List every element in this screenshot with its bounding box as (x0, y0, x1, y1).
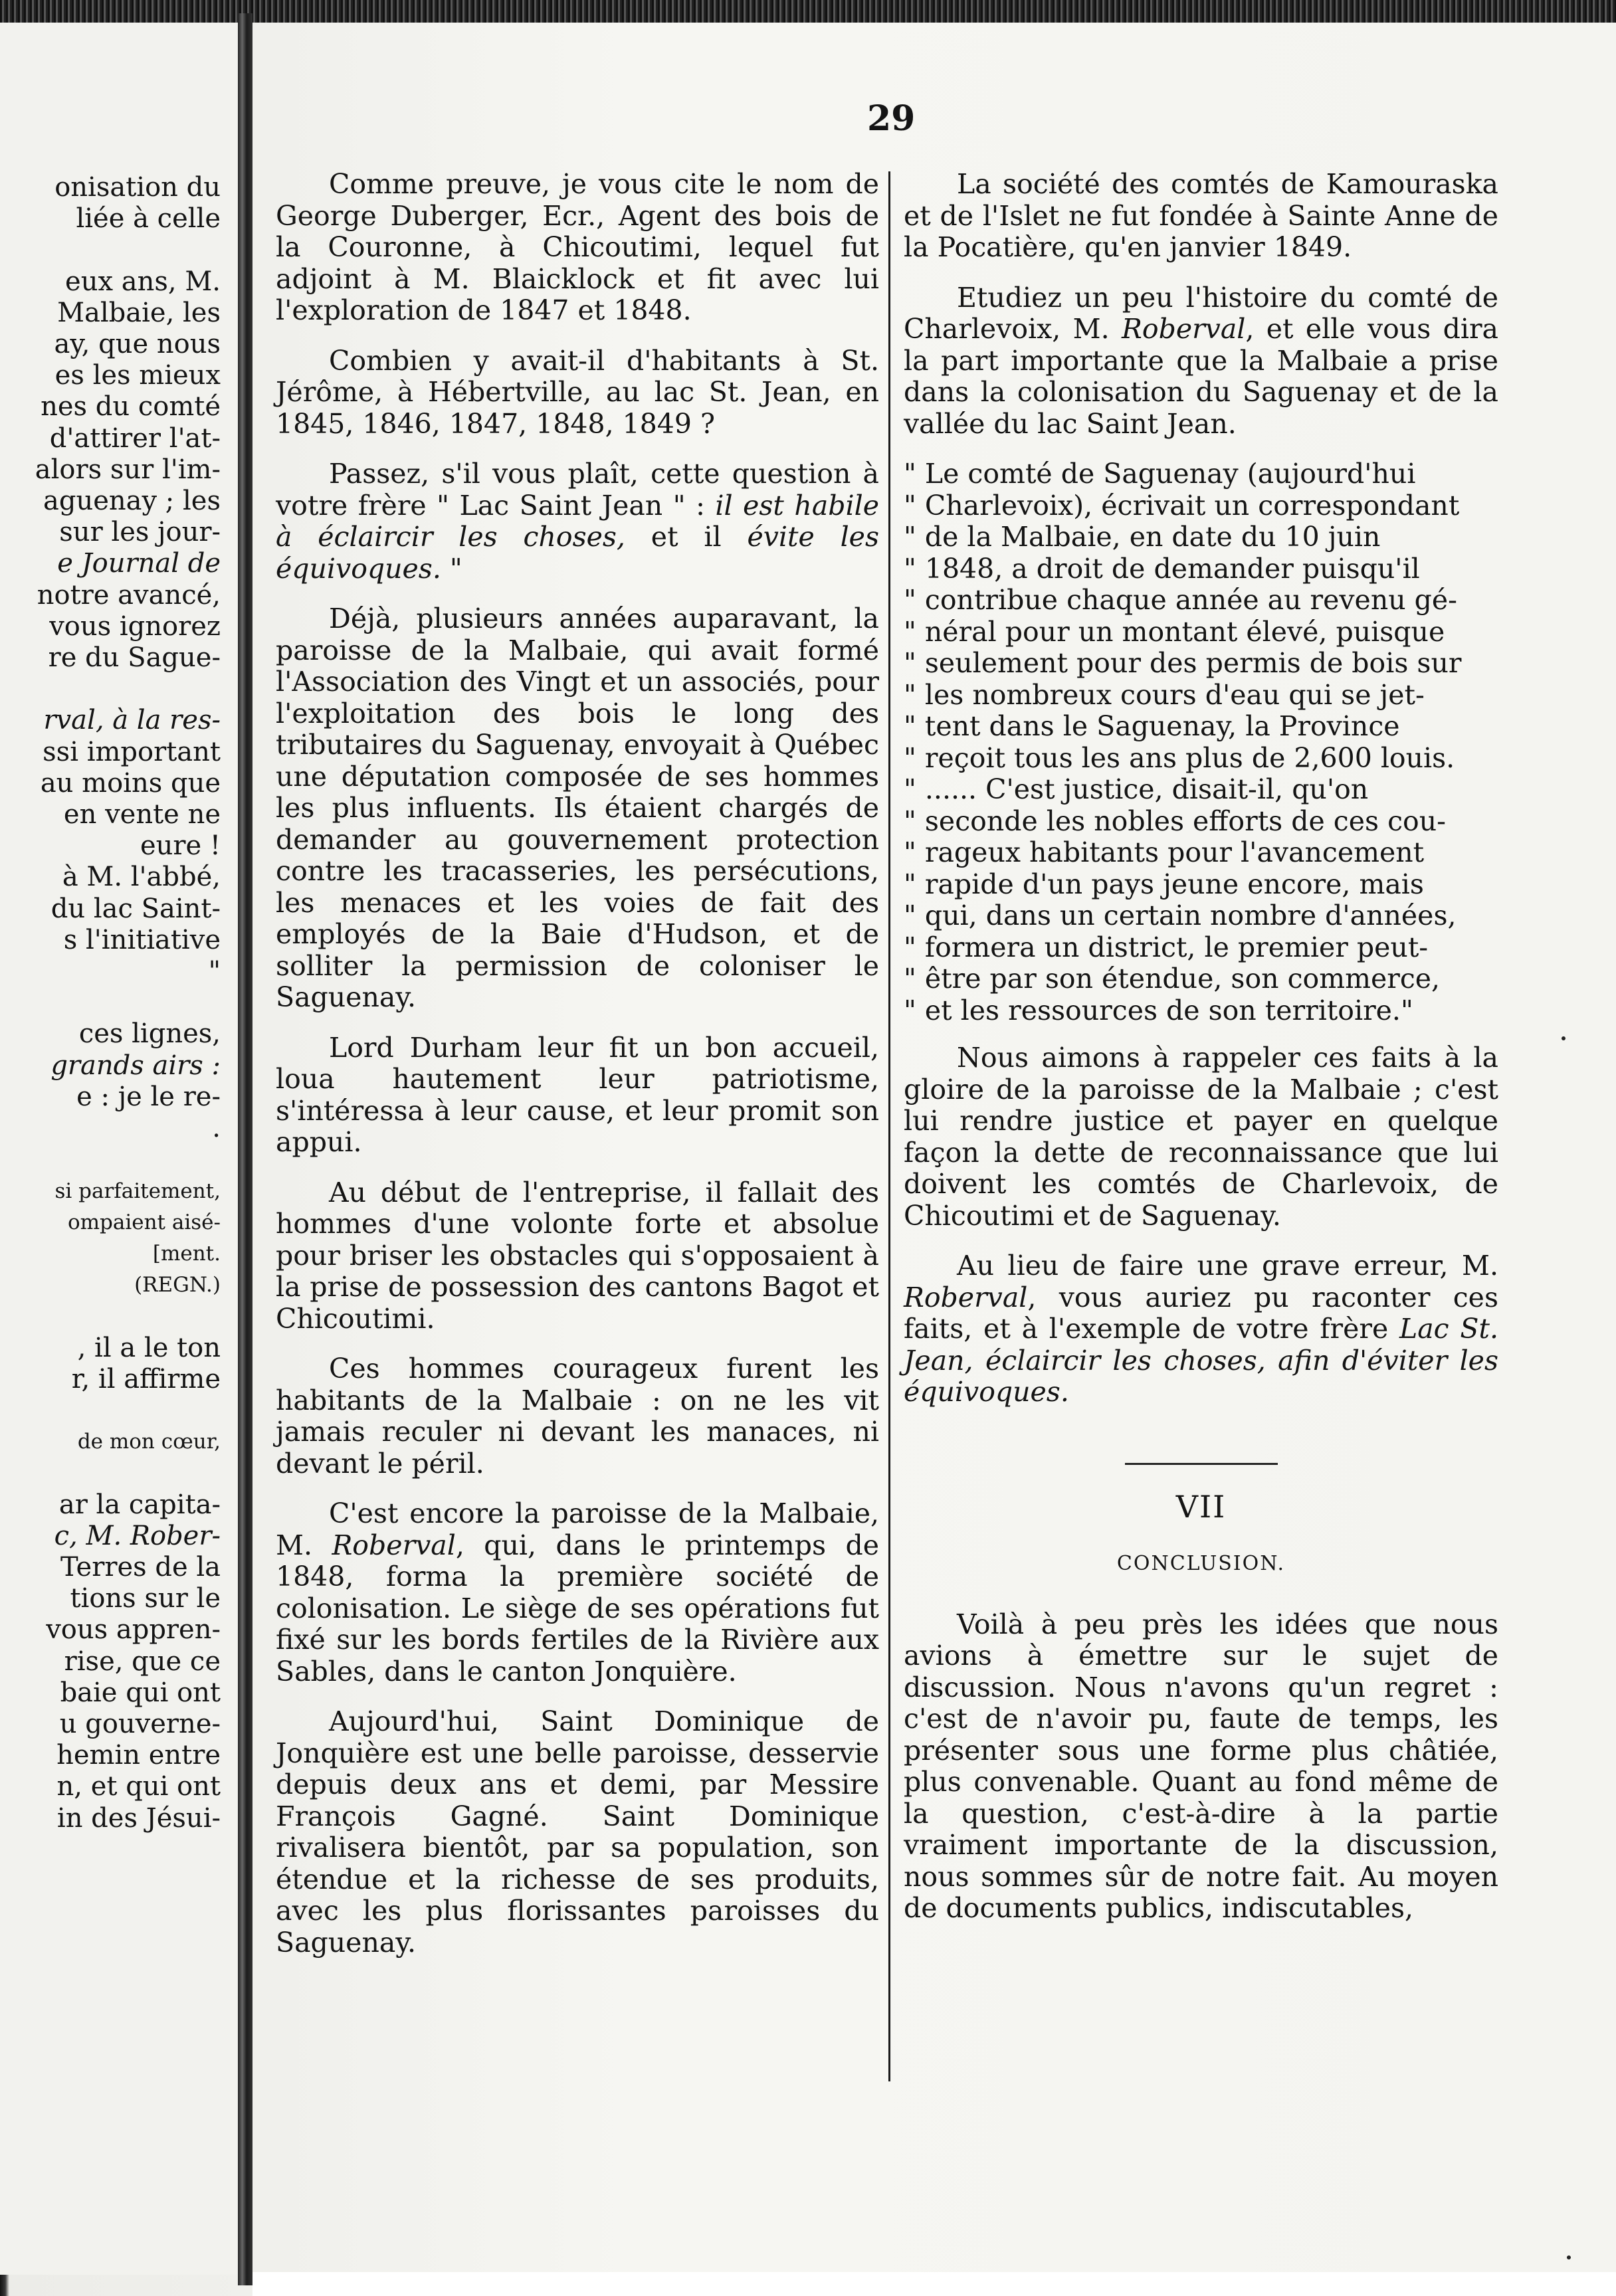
text-run: Passez, s'il vous plaît, cette question à votre frère " Lac Saint Jean " : (276, 458, 879, 522)
facing-page-line: hemin entre (56, 1740, 221, 1771)
quote-line: " reçoit tous les ans plus de 2,600 louis. (904, 741, 1455, 774)
facing-page-line: e : je le re- (76, 1081, 221, 1112)
facing-page-line: Terres de la (60, 1551, 221, 1582)
paragraph: Nous aimons à rappeler ces faits à la gloire de la paroisse de la Malbaie ; c'est lui rendre justice et payer en quelque façon la dette de reconnaissance que lui doivent les comtés de Charlevoix, de Chicoutimi et de Saguenay. (904, 1042, 1498, 1232)
facing-page-line: (REGN.) (134, 1273, 221, 1297)
facing-page-line: ssi important (43, 736, 221, 767)
facing-page-line: liée à celle (76, 203, 221, 235)
quote-line: " les nombreux cours d'eau qui se jet- (904, 678, 1425, 711)
facing-page-line: ar la capita- (58, 1489, 221, 1520)
facing-page-line (0, 1395, 221, 1426)
italic-run: Roberval (332, 1529, 456, 1561)
facing-page-line: es les mieux (54, 360, 221, 391)
facing-page-line (0, 987, 221, 1018)
facing-page-line: ces lignes, (78, 1018, 221, 1050)
paragraph: Ces hommes courageux furent les habitants de la Malbaie : on ne les vit jamais reculer ni devant les manaces, ni devant le péril. (276, 1353, 879, 1480)
paragraph (904, 1250, 1498, 1408)
quote-line: " de la Malbaie, en date du 10 juin (904, 521, 1381, 553)
facing-page-line: en vente ne (63, 799, 221, 830)
page-number: 29 (867, 98, 916, 139)
facing-page-line: n, et qui ont (56, 1771, 221, 1802)
facing-page-line: vous ignorez (49, 611, 221, 642)
text-run: et il (625, 521, 748, 553)
quote-line: " Charlevoix), écrivait un correspondant (904, 489, 1460, 522)
facing-page-line: e Journal de (57, 548, 221, 579)
facing-page-line: notre avancé, (37, 579, 221, 611)
facing-page-line: c, M. Rober- (54, 1520, 221, 1551)
facing-page-line: [ment. (152, 1241, 221, 1266)
facing-page-line: re du Sague- (48, 642, 221, 674)
facing-page-text (0, 172, 221, 1834)
quote-line: " néral pour un montant élevé, puisque (904, 615, 1445, 648)
facing-page-line: au moins que (40, 767, 221, 799)
quote-line: " rapide d'un pays jeune encore, mais (904, 868, 1424, 900)
paragraph: La société des comtés de Kamouraska et de l'Islet ne fut fondée à Sainte Anne de la Pocatière, qu'en janvier 1849. (904, 168, 1498, 263)
italic-run: Lac St. Jean, éclaircir les choses, afin d'éviter les équivoques. (904, 1313, 1498, 1408)
facing-page-line: à M. l'abbé, (62, 862, 221, 893)
quote-line: " formera un district, le premier peut- (904, 931, 1429, 963)
quote-line: " seulement pour des permis de bois sur (904, 647, 1462, 679)
facing-page-line: de mon cœur, (77, 1430, 221, 1454)
text-column-right (904, 169, 1498, 1943)
facing-page-line: s l'initiative (63, 924, 221, 955)
facing-page-line: grands airs : (50, 1050, 221, 1081)
quoted-letter (904, 458, 1498, 1026)
italic-run: évite les équivoques. (276, 521, 879, 585)
facing-page-line (0, 1301, 221, 1332)
paragraph: Voilà à peu près les idées que nous avions à émettre sur le sujet de discussion. Nous n'avons qu'un regret : c'est de n'avoir pu, faute de temps, les présenter sous une forme plus châtiée, plus convenable. Quant au fond même de la question, c'est-à-dire à la partie vraiment importante de la discussion, nous sommes sûr de notre fait. Au moyen de documents publics, indiscutables, (904, 1608, 1498, 1924)
italic-run: Roberval (904, 1281, 1028, 1313)
facing-page-line: du lac Saint- (50, 893, 221, 924)
quote-line: " être par son étendue, son commerce, (904, 963, 1441, 995)
quote-line: " Le comté de Saguenay (aujourd'hui (904, 458, 1416, 490)
text-run: Au lieu de faire une grave erreur, M. (957, 1250, 1498, 1282)
facing-page-line: rval, à la res- (43, 705, 221, 736)
book-gutter (238, 13, 252, 2285)
facing-page-line: onisation du (54, 172, 221, 203)
paragraph (276, 1498, 879, 1687)
paragraph: Au début de l'entreprise, il fallait des hommes d'une volonte forte et absolue pour briser les obstacles qui s'opposaient à la prise de possession des cantons Bagot et Chicoutimi. (276, 1176, 879, 1335)
facing-page-line: eux ans, M. (65, 266, 221, 297)
text-run: , vous auriez pu raconter ces faits, et à l'exemple de votre frère (904, 1281, 1498, 1345)
quote-line: " et les ressources de son territoire." (904, 994, 1413, 1026)
scan-bottom-edge (252, 2272, 1616, 2296)
quote-line: " contribue chaque année au revenu gé- (904, 584, 1458, 616)
facing-page-line (0, 1458, 221, 1489)
paragraph: Comme preuve, je vous cite le nom de George Duberger, Ecr., Agent des bois de la Couronne, à Chicoutimi, lequel fut adjoint à M. Blaicklock et fit avec lui l'exploration de 1847 et 1848. (276, 168, 879, 326)
text-run: " (441, 552, 462, 585)
text-run: , et elle vous dira la part importante que la Malbaie a prise dans la colonisation du Saguenay et de la vallée du lac Saint Jean. (904, 313, 1498, 440)
facing-page-line: si parfaitement, (54, 1179, 221, 1203)
paragraph: Aujourd'hui, Saint Dominique de Jonquière est une belle paroisse, desservie depuis deux ans et demi, par Messire François Gagné. Saint Dominique rivalisera bientôt, par sa population, son étendue et la richesse de ses produits, avec les plus florissantes paroisses du Saguenay. (276, 1705, 879, 1959)
facing-page-line: eure ! (140, 830, 221, 862)
facing-page-line: alors sur l'im- (35, 454, 221, 485)
column-divider (888, 171, 890, 2081)
text-run: Etudiez un peu l'histoire du comté de Charlevoix, M. (904, 281, 1498, 345)
paragraph (276, 458, 879, 585)
quote-line: " seconde les nobles efforts de ces cou- (904, 805, 1446, 837)
facing-page-line: d'attirer l'at- (49, 423, 221, 454)
facing-page-line: " (208, 956, 221, 987)
facing-page-line: . (212, 1113, 221, 1144)
facing-page-fragment (0, 23, 238, 2275)
facing-page-line: ay, que nous (54, 329, 221, 360)
paragraph (904, 282, 1498, 440)
facing-page-line: aguenay ; les (43, 486, 221, 517)
facing-page-line: vous appren- (46, 1614, 221, 1646)
facing-page-line: tions sur le (70, 1583, 221, 1614)
facing-page-line: nes du comté (41, 391, 221, 423)
facing-page-line: baie qui ont (60, 1677, 221, 1708)
quote-line: " rageux habitants pour l'avancement (904, 836, 1425, 868)
text-column-left (276, 169, 879, 1977)
quote-line: " 1848, a droit de demander puisqu'il (904, 552, 1420, 585)
facing-page-line (0, 235, 221, 266)
paragraph: Combien y avait-il d'habitants à St. Jérôme, à Hébertville, au lac St. Jean, en 1845, 1846, 1847, 1848, 1849 ? (276, 344, 879, 440)
quote-line: " ...... C'est justice, disait-il, qu'on (904, 773, 1369, 805)
paragraph: Déjà, plusieurs années auparavant, la paroisse de la Malbaie, qui avait formé l'Association des Vingt et un associés, pour l'exploitation des bois le long des tributaires du Saguenay, envoyait à Québec une députation composée de ses hommes les plus influents. Ils étaient chargés de demander au gouvernement protection contre les tracasseries, les persécutions, les menaces et les voies de fait des employés de la Baie d'Hudson, et de solliter la permission de coloniser le Saguenay. (276, 603, 879, 1013)
facing-page-line: r, il affirme (71, 1363, 221, 1394)
text-run: C'est encore la paroisse de la Malbaie, M. (276, 1497, 879, 1561)
facing-page-line: in des Jésui- (56, 1802, 221, 1834)
scan-speck (1567, 2255, 1571, 2259)
facing-page-line: , il a le ton (77, 1332, 221, 1363)
section-number: VII (1175, 1488, 1227, 1525)
quote-line: " tent dans le Saguenay, la Province (904, 710, 1400, 742)
paragraph: Lord Durham leur fit un bon accueil, loua hautement leur patriotisme, s'intéressa à leur cause, et leur promit son appui. (276, 1031, 879, 1158)
facing-page-line: Malbaie, les (57, 297, 221, 328)
facing-page-line: u gouverne- (59, 1708, 221, 1739)
section-separator (1125, 1463, 1278, 1465)
facing-page-line (0, 1144, 221, 1175)
scan-speck (1562, 1036, 1566, 1040)
quote-line: " qui, dans un certain nombre d'années, (904, 900, 1457, 931)
facing-page-line: ompaient aisé- (67, 1210, 221, 1234)
italic-run: il est habile à éclaircir les choses, (276, 489, 879, 553)
italic-run: Roberval (1122, 313, 1246, 345)
section-heading: CONCLUSION. (1116, 1552, 1286, 1575)
text-run: , qui, dans le printemps de 1848, forma la première société de colonisation. Le siège de ses opérations fut fixé sur les bords fertiles de la Rivière aux Sables, dans le canton Jonquière. (276, 1529, 879, 1687)
facing-page-line (0, 674, 221, 705)
facing-page-line: sur les jour- (59, 517, 221, 548)
facing-page-line: rise, que ce (64, 1646, 221, 1677)
